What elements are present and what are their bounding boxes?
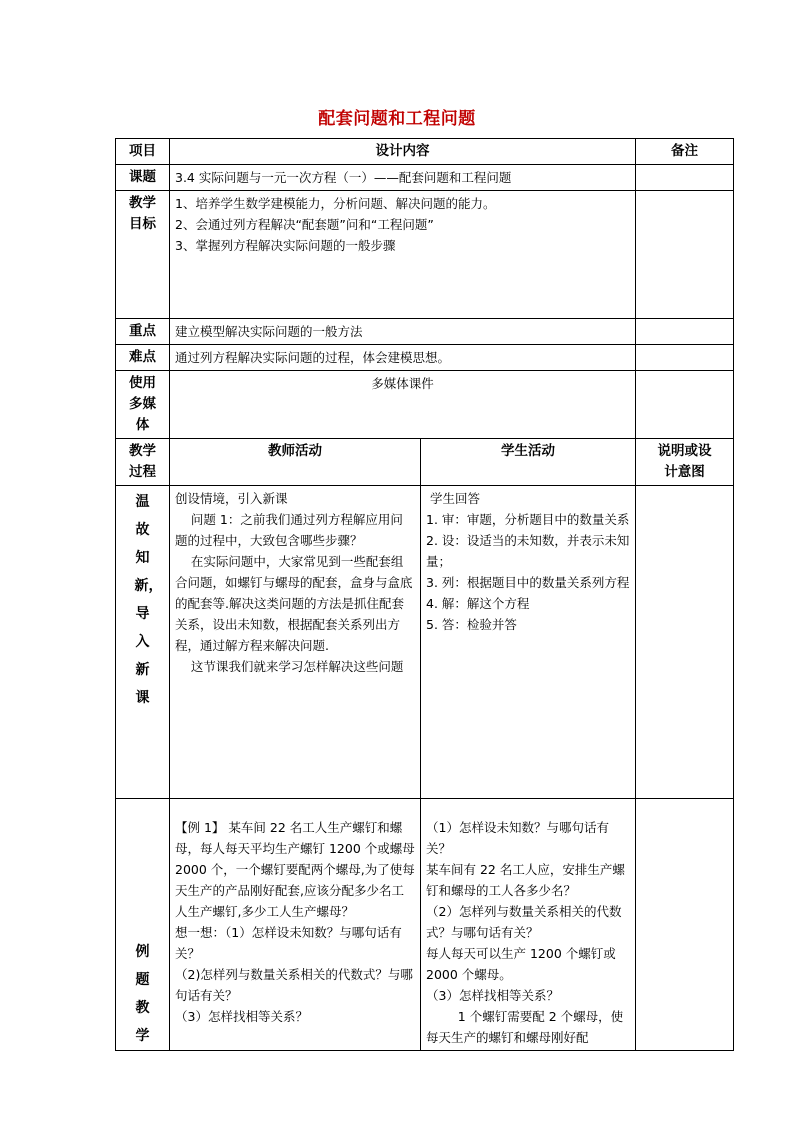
media-note [636, 371, 734, 439]
example-label-text: 例题教学 [135, 944, 150, 1044]
example-row [116, 799, 734, 1051]
student-line: 5. 答：检验并答 [426, 617, 517, 632]
review-teacher [170, 486, 421, 799]
student-line: 学生回答 [426, 491, 480, 506]
process-label-text: 教学过程 [129, 443, 156, 480]
example-note [636, 799, 734, 1051]
student-line: 某车间有 22 名工人应，安排生产螺钉和螺母的工人各多少名？ [426, 862, 625, 898]
student-line: 3. 列：根据题目中的数量关系列方程 [426, 575, 630, 590]
example-student [421, 799, 636, 1051]
lesson-plan-table [115, 138, 734, 1051]
teacher-activity-header: 教师活动 [170, 439, 421, 486]
process-label [116, 439, 170, 486]
topic-note [636, 165, 734, 191]
design-note-header-text: 说明或设计意图 [657, 443, 712, 480]
key-point-row [116, 319, 734, 345]
media-row [116, 371, 734, 439]
header-note: 备注 [636, 139, 734, 165]
teacher-line: 【例 1】 某车间 22 名工人生产螺钉和螺母，每人每天平均生产螺钉 1200 个或螺母 2000 个，一个螺钉要配两个螺母,为了使每天生产的产品刚好配套,应该分配多少名工人生产螺钉,多少工人生产螺母？ [175, 820, 419, 919]
student-line: （3）怎样找相等关系？ [426, 988, 559, 1003]
media-label-text: 使用多媒体 [129, 375, 156, 433]
review-row [116, 486, 734, 799]
process-header-row [116, 439, 734, 486]
teacher-line: 问题 1：之前我们通过列方程解应用问题的过程中，大致包含哪些步骤？ [175, 512, 403, 548]
topic-row [116, 165, 734, 191]
key-point-value: 建立模型解决实际问题的一般方法 [170, 319, 636, 345]
student-line: 1. 审：审题，分析题目中的数量关系 [426, 512, 630, 527]
key-point-label: 重点 [116, 319, 170, 345]
goal-item: 1、培养学生数学建模能力，分析问题、解决问题的能力。 [175, 196, 496, 211]
goals-note [636, 191, 734, 319]
header-item: 项目 [116, 139, 170, 165]
goals-label [116, 191, 170, 319]
design-note-header [636, 439, 734, 486]
difficulty-value: 通过列方程解决实际问题的过程，体会建模思想。 [170, 345, 636, 371]
teacher-line: 在实际问题中，大家常见到一些配套组合问题，如螺钉与螺母的配套，盒身与盒底的配套等.解决这类问题的方法是抓住配套关系，设出未知数，根据配套关系列出方程，通过解方程来解决问题. [175, 554, 413, 653]
key-point-note [636, 319, 734, 345]
example-teacher [170, 799, 421, 1051]
header-content: 设计内容 [170, 139, 636, 165]
review-label-text: 温故知新，导入新课 [134, 494, 163, 706]
goals-label-text: 教学目标 [129, 195, 156, 232]
student-line: （1）怎样设未知数？与哪句话有关？ [426, 820, 609, 856]
difficulty-note [636, 345, 734, 371]
media-label [116, 371, 170, 439]
student-activity-header: 学生活动 [421, 439, 636, 486]
teacher-line: 创设情境，引入新课 [175, 491, 288, 506]
student-line: 1 个螺钉需要配 2 个螺母，使每天生产的螺钉和螺母刚好配 [426, 1009, 624, 1045]
review-student [421, 486, 636, 799]
goal-item: 2、会通过列方程解决“配套题”问和“工程问题” [175, 217, 434, 232]
difficulty-row [116, 345, 734, 371]
page-title: 配套问题和工程问题 [318, 109, 476, 129]
student-line: 每人每天可以生产 1200 个螺钉或 2000 个螺母。 [426, 946, 620, 982]
goals-row [116, 191, 734, 319]
header-row [116, 139, 734, 165]
topic-value: 3.4 实际问题与一元一次方程（一）——配套问题和工程问题 [170, 165, 636, 191]
topic-label: 课题 [116, 165, 170, 191]
teacher-line: （2)怎样列与数量关系相关的代数式？与哪句话有关？ [175, 967, 413, 1003]
goals-list [170, 191, 636, 319]
difficulty-label: 难点 [116, 345, 170, 371]
review-label [116, 486, 170, 799]
teacher-line: 想一想：（1）怎样设未知数？与哪句话有关？ [175, 925, 402, 961]
media-value: 多媒体课件 [170, 371, 636, 439]
student-line: 4. 解：解这个方程 [426, 596, 530, 611]
teacher-line: 这节课我们就来学习怎样解决这些问题 [175, 659, 404, 674]
goal-item: 3、掌握列方程解决实际问题的一般步骤 [175, 238, 396, 253]
example-label [116, 799, 170, 1051]
student-line: （2）怎样列与数量关系相关的代数式？与哪句话有关？ [426, 904, 622, 940]
teacher-line: （3）怎样找相等关系？ [175, 1009, 308, 1024]
student-line: 2. 设：设适当的未知数，并表示未知量； [426, 533, 630, 569]
review-note [636, 486, 734, 799]
